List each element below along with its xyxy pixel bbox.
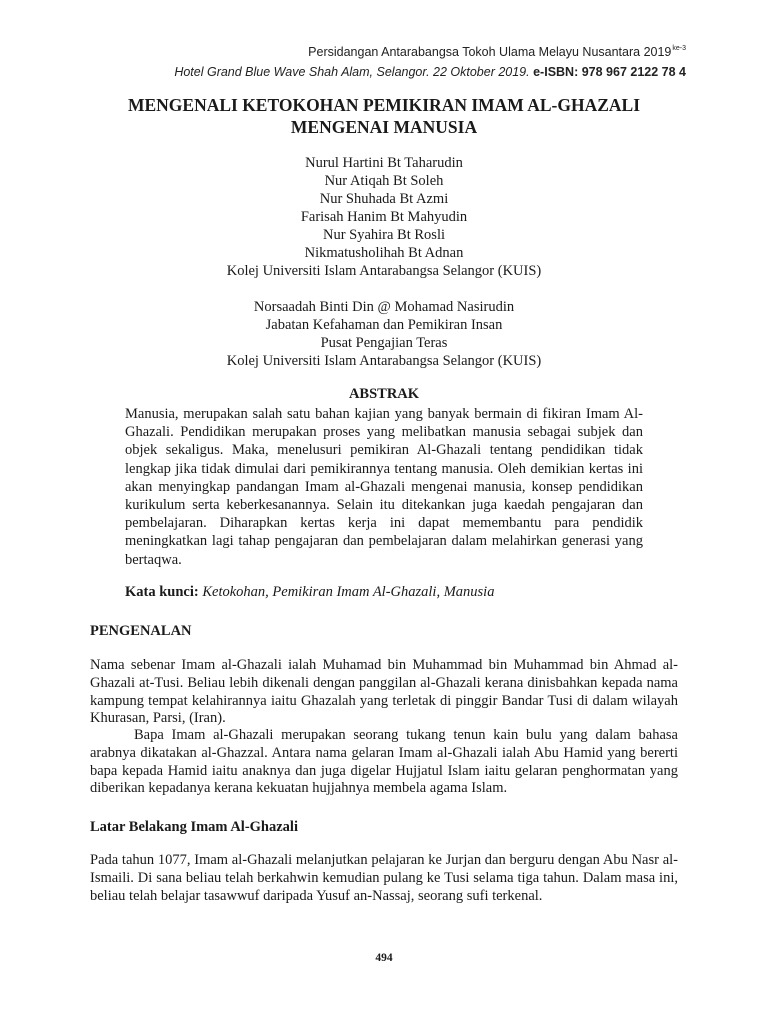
author-line: Farisah Hanim Bt Mahyudin	[300, 209, 468, 225]
conference-name: Persidangan Antarabangsa Tokoh Ulama Melayu Nusantara 2019	[308, 45, 672, 59]
author-line: Nur Atiqah Bt Soleh	[324, 173, 444, 189]
author-list	[0, 154, 768, 280]
paragraph: Pada tahun 1077, Imam al-Ghazali melanjutkan pelajaran ke Jurjan dan berguru dengan Abu Nasr al-Ismaili. Di sana beliau telah berkahwin kemudian pulang ke Tusi selama tiga tahun. Dalam masa ini, beliau telah belajar tasawwuf daripada Yusuf an-Nassaj, seorang sufi terkenal.	[90, 852, 678, 904]
title-line-2: MENGENAI MANUSIA	[290, 117, 478, 137]
running-header-venue	[174, 65, 686, 79]
keywords	[125, 584, 665, 601]
page-number: 494	[375, 952, 393, 964]
author-line: Nurul Hartini Bt Taharudin	[305, 155, 463, 171]
paper-title	[0, 94, 768, 138]
isbn: e-ISBN: 978 967 2122 78 4	[533, 65, 686, 79]
affiliation-department: Jabatan Kefahaman dan Pemikiran Insan	[265, 317, 503, 333]
section-heading-latar-belakang: Latar Belakang Imam Al-Ghazali	[90, 819, 298, 835]
paragraph: Nama sebenar Imam al-Ghazali ialah Muhamad bin Muhammad bin Muhammad bin Ahmad al-Ghazali at-Tusi. Beliau lebih dikenali dengan panggilan al-Ghazali kerana dinisbahkan kepada nama kampung tempat kelahirannya iaitu Ghazalah yang terletak di pinggir Bandar Tusi di dalam wilayah Khurasan, Parsi, (Iran).	[90, 657, 678, 727]
author-line: Nikmatusholihah Bt Adnan	[304, 245, 464, 261]
affiliation-author: Norsaadah Binti Din @ Mohamad Nasirudin	[253, 299, 515, 315]
author-institution: Kolej Universiti Islam Antarabangsa Selangor (KUIS)	[226, 263, 542, 279]
title-line-1: MENGENALI KETOKOHAN PEMIKIRAN IMAM AL-GHAZALI	[127, 95, 641, 115]
author-line: Nur Shuhada Bt Azmi	[319, 191, 449, 207]
keywords-label: Kata kunci:	[125, 584, 199, 600]
affiliation-block	[0, 298, 768, 370]
abstract-text: Manusia, merupakan salah satu bahan kajian yang banyak bermain di fikiran Imam Al-Ghazali. Pendidikan merupakan proses yang melibatkan manusia sebagai subjek dan objek sekaligus. Maka, menelusuri pemikiran Al-Ghazali tentang pendidikan tidak lengkap jika tidak dimulai dari pemikirannya tentang manusia. Oleh demikian kertas ini akan menyingkap pandangan Imam al-Ghazali mengenai manusia, konsep pendidikan kurikulum serta keberkesanannya. Selain itu ditekankan juga kaedah pengajaran dan pembelajaran. Diharapkan kertas kerja ini dapat memembantu para pendidik meningkatkan lagi tahap pengajaran dan pembelajaran dalam melahirkan generasi yang bertaqwa.	[125, 406, 643, 568]
abstract-heading: ABSTRAK	[348, 386, 420, 402]
keywords-value: Ketokohan, Pemikiran Imam Al-Ghazali, Manusia	[202, 584, 495, 600]
affiliation-institution: Kolej Universiti Islam Antarabangsa Selangor (KUIS)	[226, 353, 542, 369]
section-heading-pengenalan: PENGENALAN	[90, 623, 192, 639]
venue-date: Hotel Grand Blue Wave Shah Alam, Selangor. 22 Oktober 2019.	[174, 65, 530, 79]
running-header-conference	[308, 45, 686, 59]
affiliation-centre: Pusat Pengajian Teras	[320, 335, 448, 351]
paragraph: Bapa Imam al-Ghazali merupakan seorang tukang tenun kain bulu yang dalam bahasa arabnya dikatakan al-Ghazzal. Antara nama gelaran Imam al-Ghazali ialah Abu Hamid yang bererti bapa kepada Hamid iaitu anaknya dan juga digelar Hujjatul Islam iaitu gelaran penghormatan yang diberikan kepadanya kerana kekuatan hujjahnya membela agama Islam.	[90, 727, 678, 797]
author-line: Nur Syahira Bt Rosli	[322, 227, 446, 243]
edition-superscript: ke-3	[672, 45, 686, 52]
